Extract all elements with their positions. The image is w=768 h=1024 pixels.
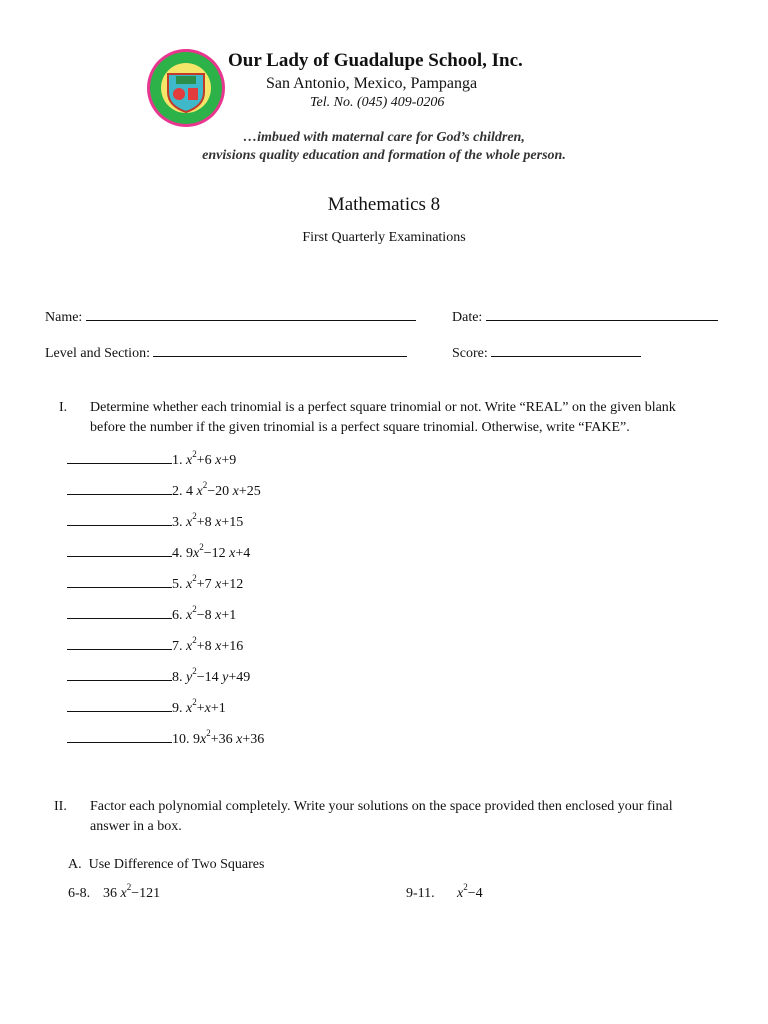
polynomial (103, 882, 161, 901)
operator: + (210, 701, 219, 716)
problem-number: 6-8. (68, 886, 91, 901)
name-label: Name: (45, 310, 83, 325)
variable: x (186, 453, 193, 468)
answer-blank[interactable] (67, 481, 172, 495)
constant: 9 (229, 453, 237, 468)
operator: − (196, 670, 205, 685)
score-blank[interactable] (491, 342, 641, 357)
constant: 16 (229, 639, 244, 654)
problem (68, 882, 161, 902)
part-2-instruction-line-1: Factor each polynomial completely. Write your solutions on the space provided then enclosed your final (90, 799, 673, 814)
item-number: 8. (172, 670, 183, 685)
exponent: 2 (192, 697, 197, 707)
constant: 15 (229, 515, 244, 530)
constant: 1 (218, 701, 226, 716)
operator: + (221, 608, 230, 623)
operator: + (228, 670, 237, 685)
list-item (67, 636, 243, 656)
list-item (67, 729, 264, 749)
item-number: 3. (172, 515, 183, 530)
list-item (67, 698, 226, 718)
coefficient: 8 (204, 515, 216, 530)
exponent: 2 (192, 511, 197, 521)
list-item (67, 667, 250, 687)
section-a-heading: A. Use Difference of Two Squares (68, 857, 265, 872)
operator: + (196, 577, 205, 592)
date-blank[interactable] (486, 306, 718, 321)
part-1-numeral: I. (59, 400, 68, 415)
operator: + (196, 639, 205, 654)
score-label: Score: (452, 346, 488, 361)
constant: 12 (229, 577, 244, 592)
coefficient: 14 (204, 670, 223, 685)
coefficient: 12 (211, 546, 230, 561)
operator: + (238, 484, 247, 499)
coefficient: 9 (193, 732, 200, 747)
item-number: 4. (172, 546, 183, 561)
exponent: 2 (199, 542, 204, 552)
operator: + (221, 453, 230, 468)
variable: x (186, 515, 193, 530)
problem-number: 9-11. (406, 886, 435, 901)
operator: − (207, 484, 216, 499)
variable: x (186, 577, 193, 592)
variable: x (215, 453, 222, 468)
score-field[interactable] (452, 342, 641, 362)
answer-blank[interactable] (67, 543, 172, 557)
school-logo (146, 48, 226, 128)
item-number: 5. (172, 577, 183, 592)
level-section-blank[interactable] (153, 342, 407, 357)
answer-blank[interactable] (67, 512, 172, 526)
operator: + (235, 546, 244, 561)
variable: x (200, 732, 207, 747)
operator: + (221, 577, 230, 592)
part-1-instruction-line-2: before the number if the given trinomial is a perfect square trinomial. Otherwise, write “FAKE”. (90, 420, 630, 435)
operator: − (467, 886, 476, 901)
trinomial (186, 480, 261, 499)
exponent: 2 (126, 882, 132, 892)
operator: − (203, 546, 212, 561)
school-address: San Antonio, Mexico, Pampanga (266, 75, 478, 92)
operator: + (210, 732, 219, 747)
variable: x (120, 886, 127, 901)
motto-line-1: …imbued with maternal care for God’s children, (243, 130, 525, 145)
trinomial (186, 449, 237, 468)
variable: x (232, 484, 239, 499)
part-2-numeral: II. (54, 799, 67, 814)
variable: y (186, 670, 193, 685)
trinomial (186, 635, 244, 654)
trinomial (186, 511, 244, 530)
trinomial (186, 604, 237, 623)
list-item (67, 512, 243, 532)
coefficient: 8 (204, 608, 216, 623)
answer-blank[interactable] (67, 636, 172, 650)
operator: − (196, 608, 205, 623)
exponent: 2 (463, 882, 468, 892)
constant: 25 (246, 484, 261, 499)
problem (406, 882, 483, 902)
polynomial (457, 882, 483, 901)
variable: x (215, 577, 222, 592)
answer-blank[interactable] (67, 667, 172, 681)
constant: 1 (229, 608, 237, 623)
exponent: 2 (202, 480, 208, 490)
item-number: 1. (172, 453, 183, 468)
coefficient: 9 (186, 546, 193, 561)
school-telephone: Tel. No. (045) 409-0206 (310, 95, 445, 110)
part-2-instruction-line-2: answer in a box. (90, 819, 182, 834)
list-item (67, 543, 250, 563)
exam-title: First Quarterly Examinations (302, 230, 466, 245)
variable: x (215, 608, 222, 623)
exponent: 2 (192, 666, 197, 676)
trinomial (193, 728, 265, 747)
item-number: 2. (172, 484, 183, 499)
item-number: 7. (172, 639, 183, 654)
subject-title: Mathematics 8 (327, 194, 441, 215)
exponent: 2 (192, 573, 197, 583)
variable: x (215, 639, 222, 654)
coefficient: 36 (218, 732, 237, 747)
answer-blank[interactable] (67, 605, 172, 619)
part-2-instructions (90, 797, 750, 837)
coefficient: 8 (204, 639, 216, 654)
date-label: Date: (452, 310, 483, 325)
coefficient: 7 (204, 577, 216, 592)
coefficient: 36 (103, 886, 121, 901)
item-number: 10. (172, 732, 190, 747)
constant: 4 (475, 886, 483, 901)
variable: x (193, 546, 200, 561)
level-section-label: Level and Section: (45, 346, 150, 361)
exponent: 2 (192, 449, 197, 459)
answer-blank[interactable] (67, 698, 172, 712)
trinomial (186, 542, 251, 561)
name-field[interactable] (45, 306, 416, 326)
name-blank[interactable] (86, 306, 416, 321)
operator: + (221, 639, 230, 654)
constant: 36 (250, 732, 265, 747)
constant: 121 (139, 886, 161, 901)
trinomial (186, 573, 244, 592)
date-field[interactable] (452, 306, 718, 326)
list-item (67, 450, 236, 470)
list-item (67, 481, 261, 501)
school-name: Our Lady of Guadalupe School, Inc. (228, 50, 523, 71)
coefficient: 4 (186, 484, 197, 499)
coefficient: 20 (215, 484, 233, 499)
operator: + (242, 732, 251, 747)
variable: x (229, 546, 236, 561)
exponent: 2 (206, 728, 211, 738)
part-1-instruction-line-1: Determine whether each trinomial is a perfect square trinomial or not. Write “REAL” on the given blank (90, 400, 676, 415)
trinomial (186, 697, 226, 716)
operator: + (221, 515, 230, 530)
operator: + (196, 701, 205, 716)
variable: x (186, 639, 193, 654)
coefficient: 6 (204, 453, 216, 468)
exponent: 2 (192, 604, 197, 614)
item-number: 6. (172, 608, 183, 623)
constant: 49 (236, 670, 251, 685)
answer-blank[interactable] (67, 450, 172, 464)
variable: x (204, 701, 211, 716)
list-item (67, 574, 243, 594)
answer-blank[interactable] (67, 574, 172, 588)
variable: x (186, 701, 193, 716)
motto-line-2: envisions quality education and formation of the whole person. (202, 148, 566, 163)
variable: x (236, 732, 243, 747)
level-section-field[interactable] (45, 342, 407, 362)
variable: x (196, 484, 203, 499)
exponent: 2 (192, 635, 197, 645)
operator: + (196, 515, 205, 530)
operator: − (131, 886, 140, 901)
answer-blank[interactable] (67, 729, 172, 743)
operator: + (196, 453, 205, 468)
part-1-instructions (90, 398, 750, 438)
trinomial (186, 666, 251, 685)
variable: x (215, 515, 222, 530)
constant: 4 (243, 546, 251, 561)
variable: x (186, 608, 193, 623)
list-item (67, 605, 236, 625)
variable: y (222, 670, 229, 685)
item-number: 9. (172, 701, 183, 716)
variable: x (457, 886, 464, 901)
